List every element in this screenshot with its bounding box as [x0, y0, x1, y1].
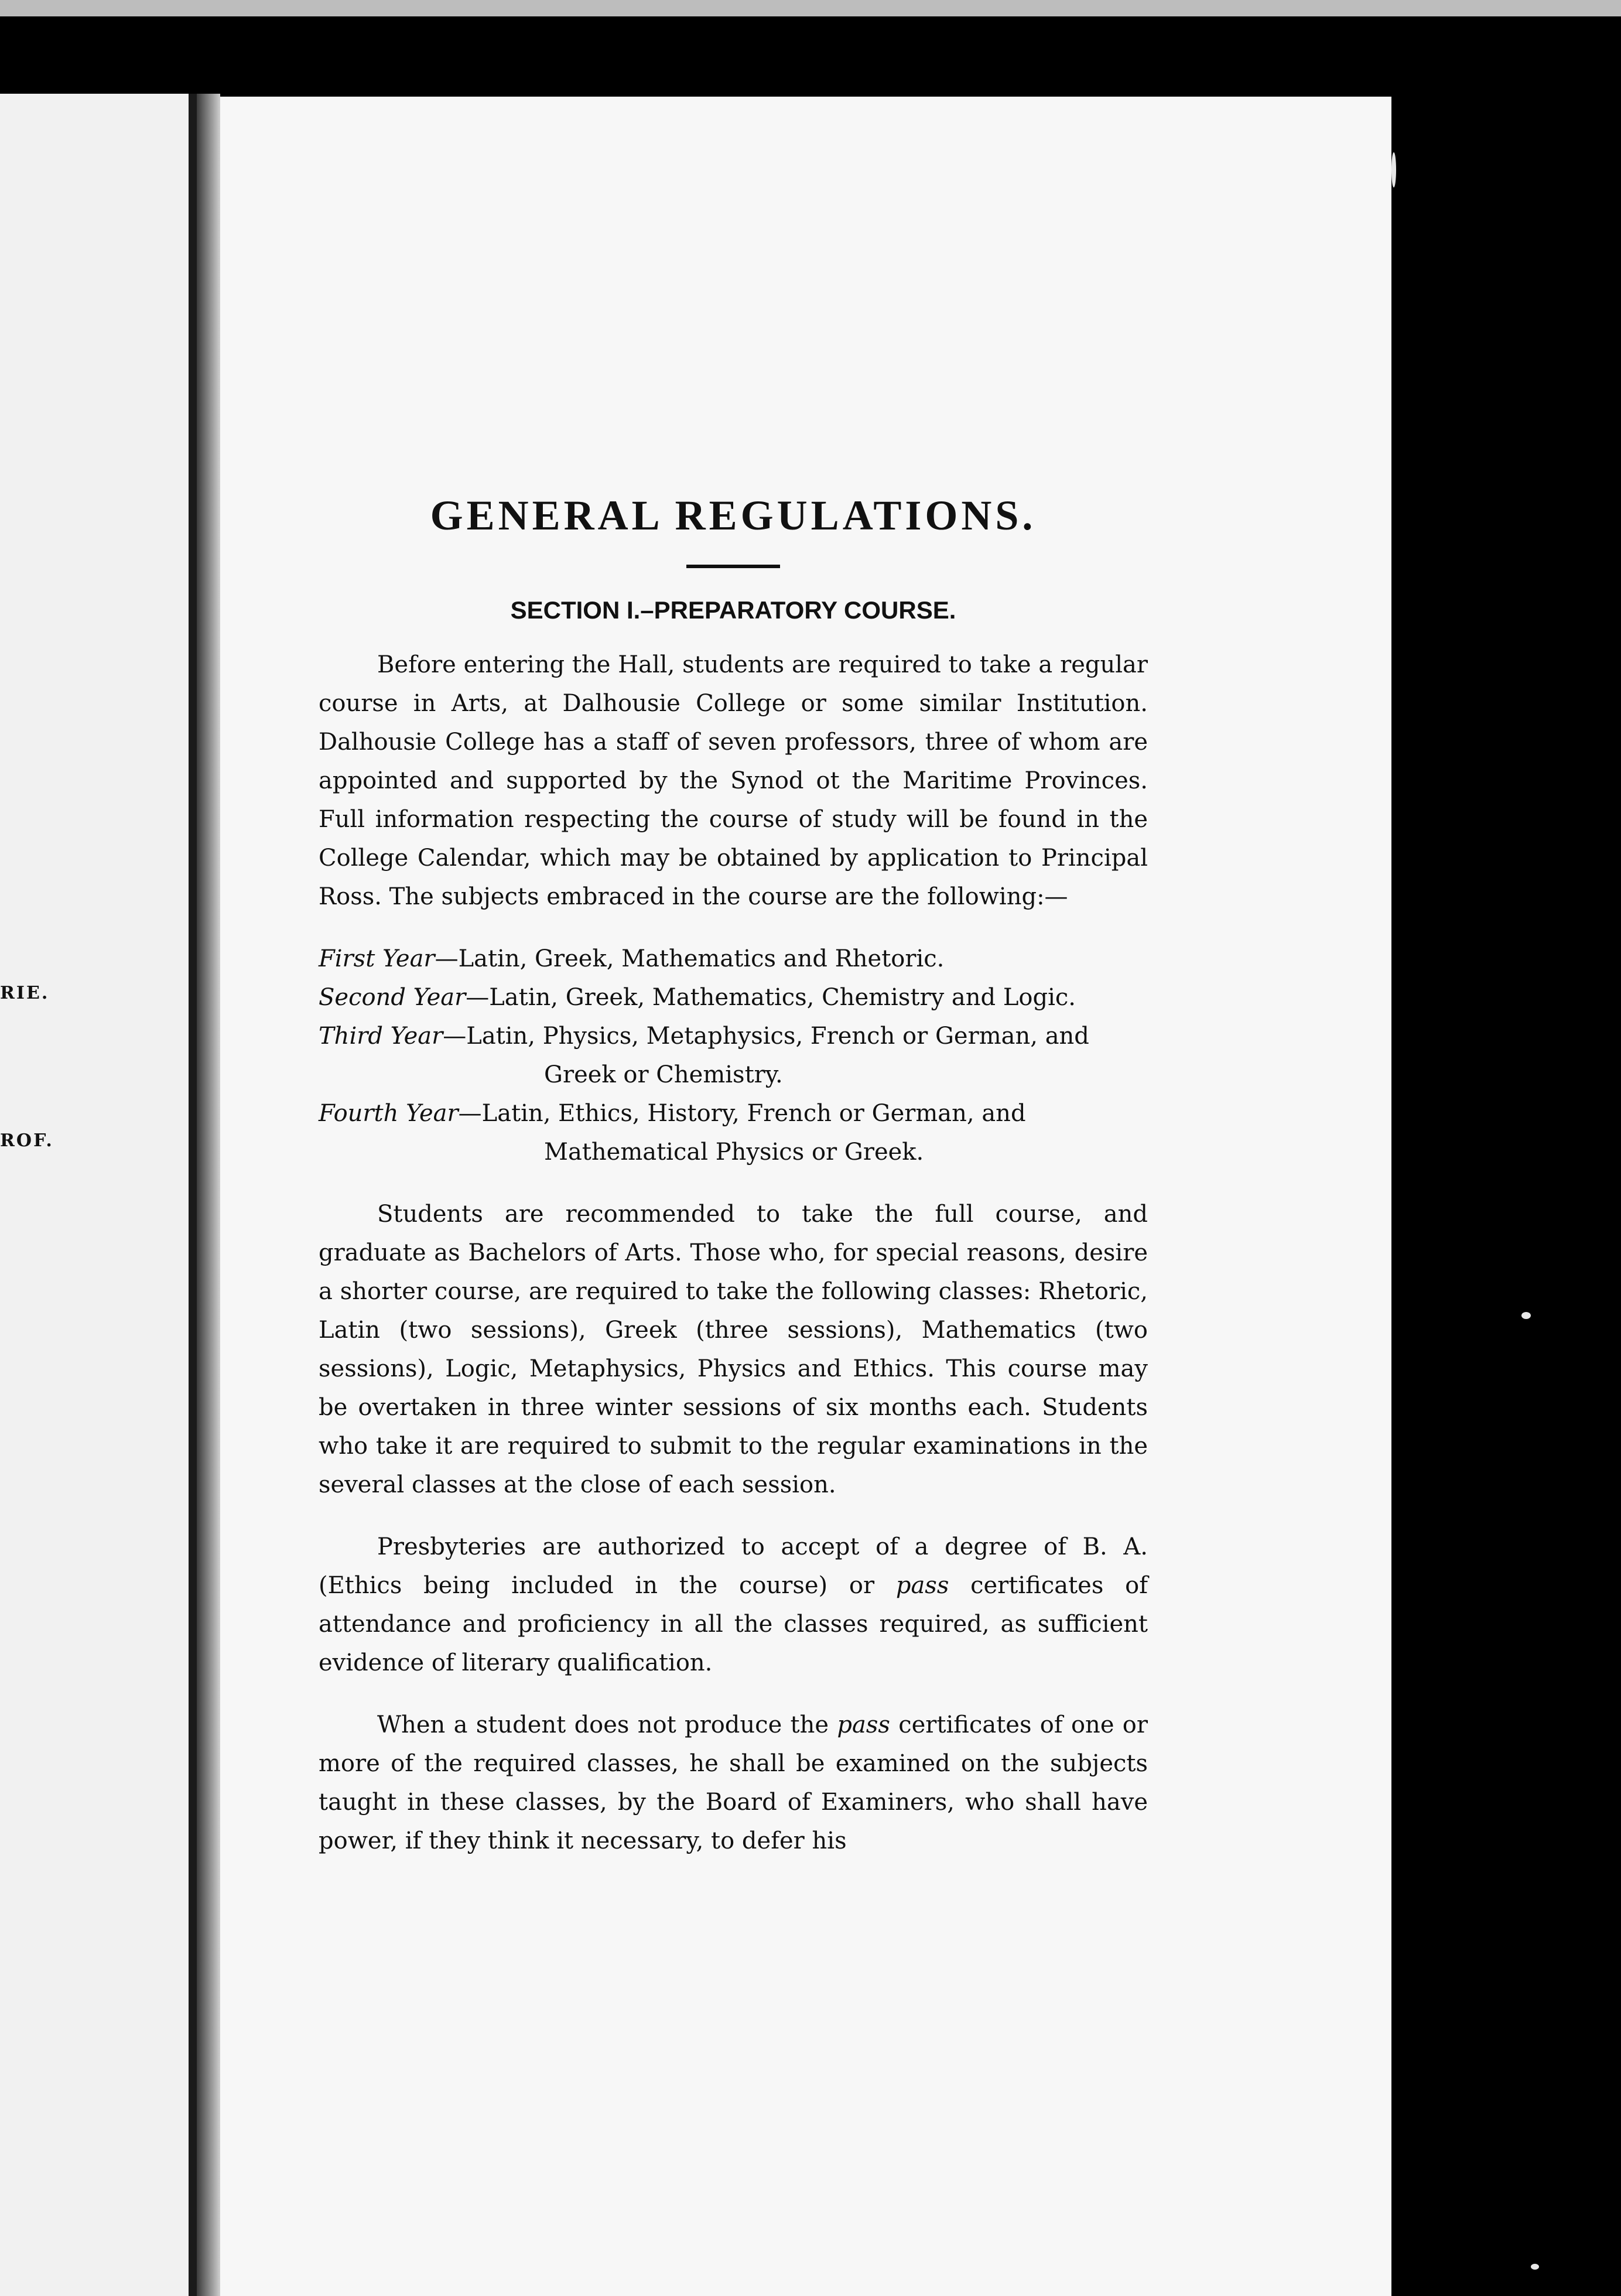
- year-item-third: [319, 1017, 1148, 1094]
- left-page-fragment-2: ROF.: [0, 1130, 54, 1151]
- page-title: GENERAL REGULATIONS.: [430, 492, 1037, 539]
- text-run: certificates of one or more of the required classes, he shall be examined on the subjects taught in these classes, by the Board of Examiners, who shall have power, if they think it necessary, to defer his: [319, 1711, 1148, 1854]
- paragraph-full-course: Students are recommended to take the full course, and graduate as Bachelors of Arts. Those who, for special reasons, desire a shorter course, are required to take the following classes: Rhetoric, Latin (two sessions), Greek (three sessions), Mathematics (two sessions), Logic, Metaphysics, Physics and Ethics. This course may be overtaken in three winter sessions of six months each. Students who take it are required to submit to the regular examinations in the several classes at the close of each session.: [319, 1201, 1148, 1498]
- year-subjects: —Latin, Physics, Metaphysics, French or German, and Greek or Chemistry.: [443, 1023, 1089, 1088]
- scan-speck: [1391, 152, 1396, 187]
- year-subjects: —Latin, Ethics, History, French or German, and Mathematical Physics or Greek.: [458, 1100, 1026, 1166]
- section-heading: SECTION I.–PREPARATORY COURSE.: [510, 596, 956, 624]
- year-label: Second Year: [319, 984, 466, 1011]
- year-subjects: —Latin, Greek, Mathematics, Chemistry and Logic.: [466, 984, 1076, 1011]
- left-facing-page: [0, 94, 193, 2296]
- year-label: Fourth Year: [319, 1100, 459, 1127]
- emphasis: pass: [837, 1711, 890, 1738]
- page-gutter: [189, 94, 197, 2296]
- paragraph-examination: [319, 1706, 1148, 1860]
- year-subjects: —Latin, Greek, Mathematics and Rhetoric.: [435, 945, 945, 972]
- gutter-shadow: [197, 94, 220, 2296]
- text-run: When a student does not produce the: [377, 1711, 837, 1738]
- left-page-fragment-1: RIE.: [0, 983, 50, 1003]
- year-label: Third Year: [319, 1023, 443, 1050]
- emphasis: pass: [895, 1572, 949, 1599]
- year-item-first: [319, 939, 1148, 978]
- scan-speck: [1521, 1312, 1531, 1319]
- page-content: [319, 486, 1148, 1860]
- scan-right-edge: [1391, 94, 1621, 2296]
- text-run: certificates of attendance and proficiency in all the classes required, as sufficient evidence of literary qualification.: [319, 1572, 1148, 1676]
- title-rule: [686, 565, 780, 568]
- year-item-fourth: [319, 1094, 1148, 1171]
- text-run: Presbyteries are authorized to accept of a degree of B. A. (Ethics being included in the course) or: [319, 1533, 1148, 1599]
- scan-top-edge: [0, 0, 1621, 16]
- scan-speck: [1531, 2264, 1539, 2270]
- year-list: [319, 939, 1148, 1171]
- year-label: First Year: [319, 945, 435, 972]
- paragraph-preparatory: Before entering the Hall, students are required to take a regular course in Arts, at Dalhousie College or some similar Institution. Dalhousie College has a staff of seven professors, three of whom are appointed and supported by the Synod ot the Maritime Provinces. Full information respecting the course of study will be found in the College Calendar, which may be obtained by application to Principal Ross. The subjects embraced in the course are the following:—: [319, 651, 1148, 910]
- year-item-second: [319, 978, 1148, 1017]
- paragraph-presbyteries: [319, 1528, 1148, 1682]
